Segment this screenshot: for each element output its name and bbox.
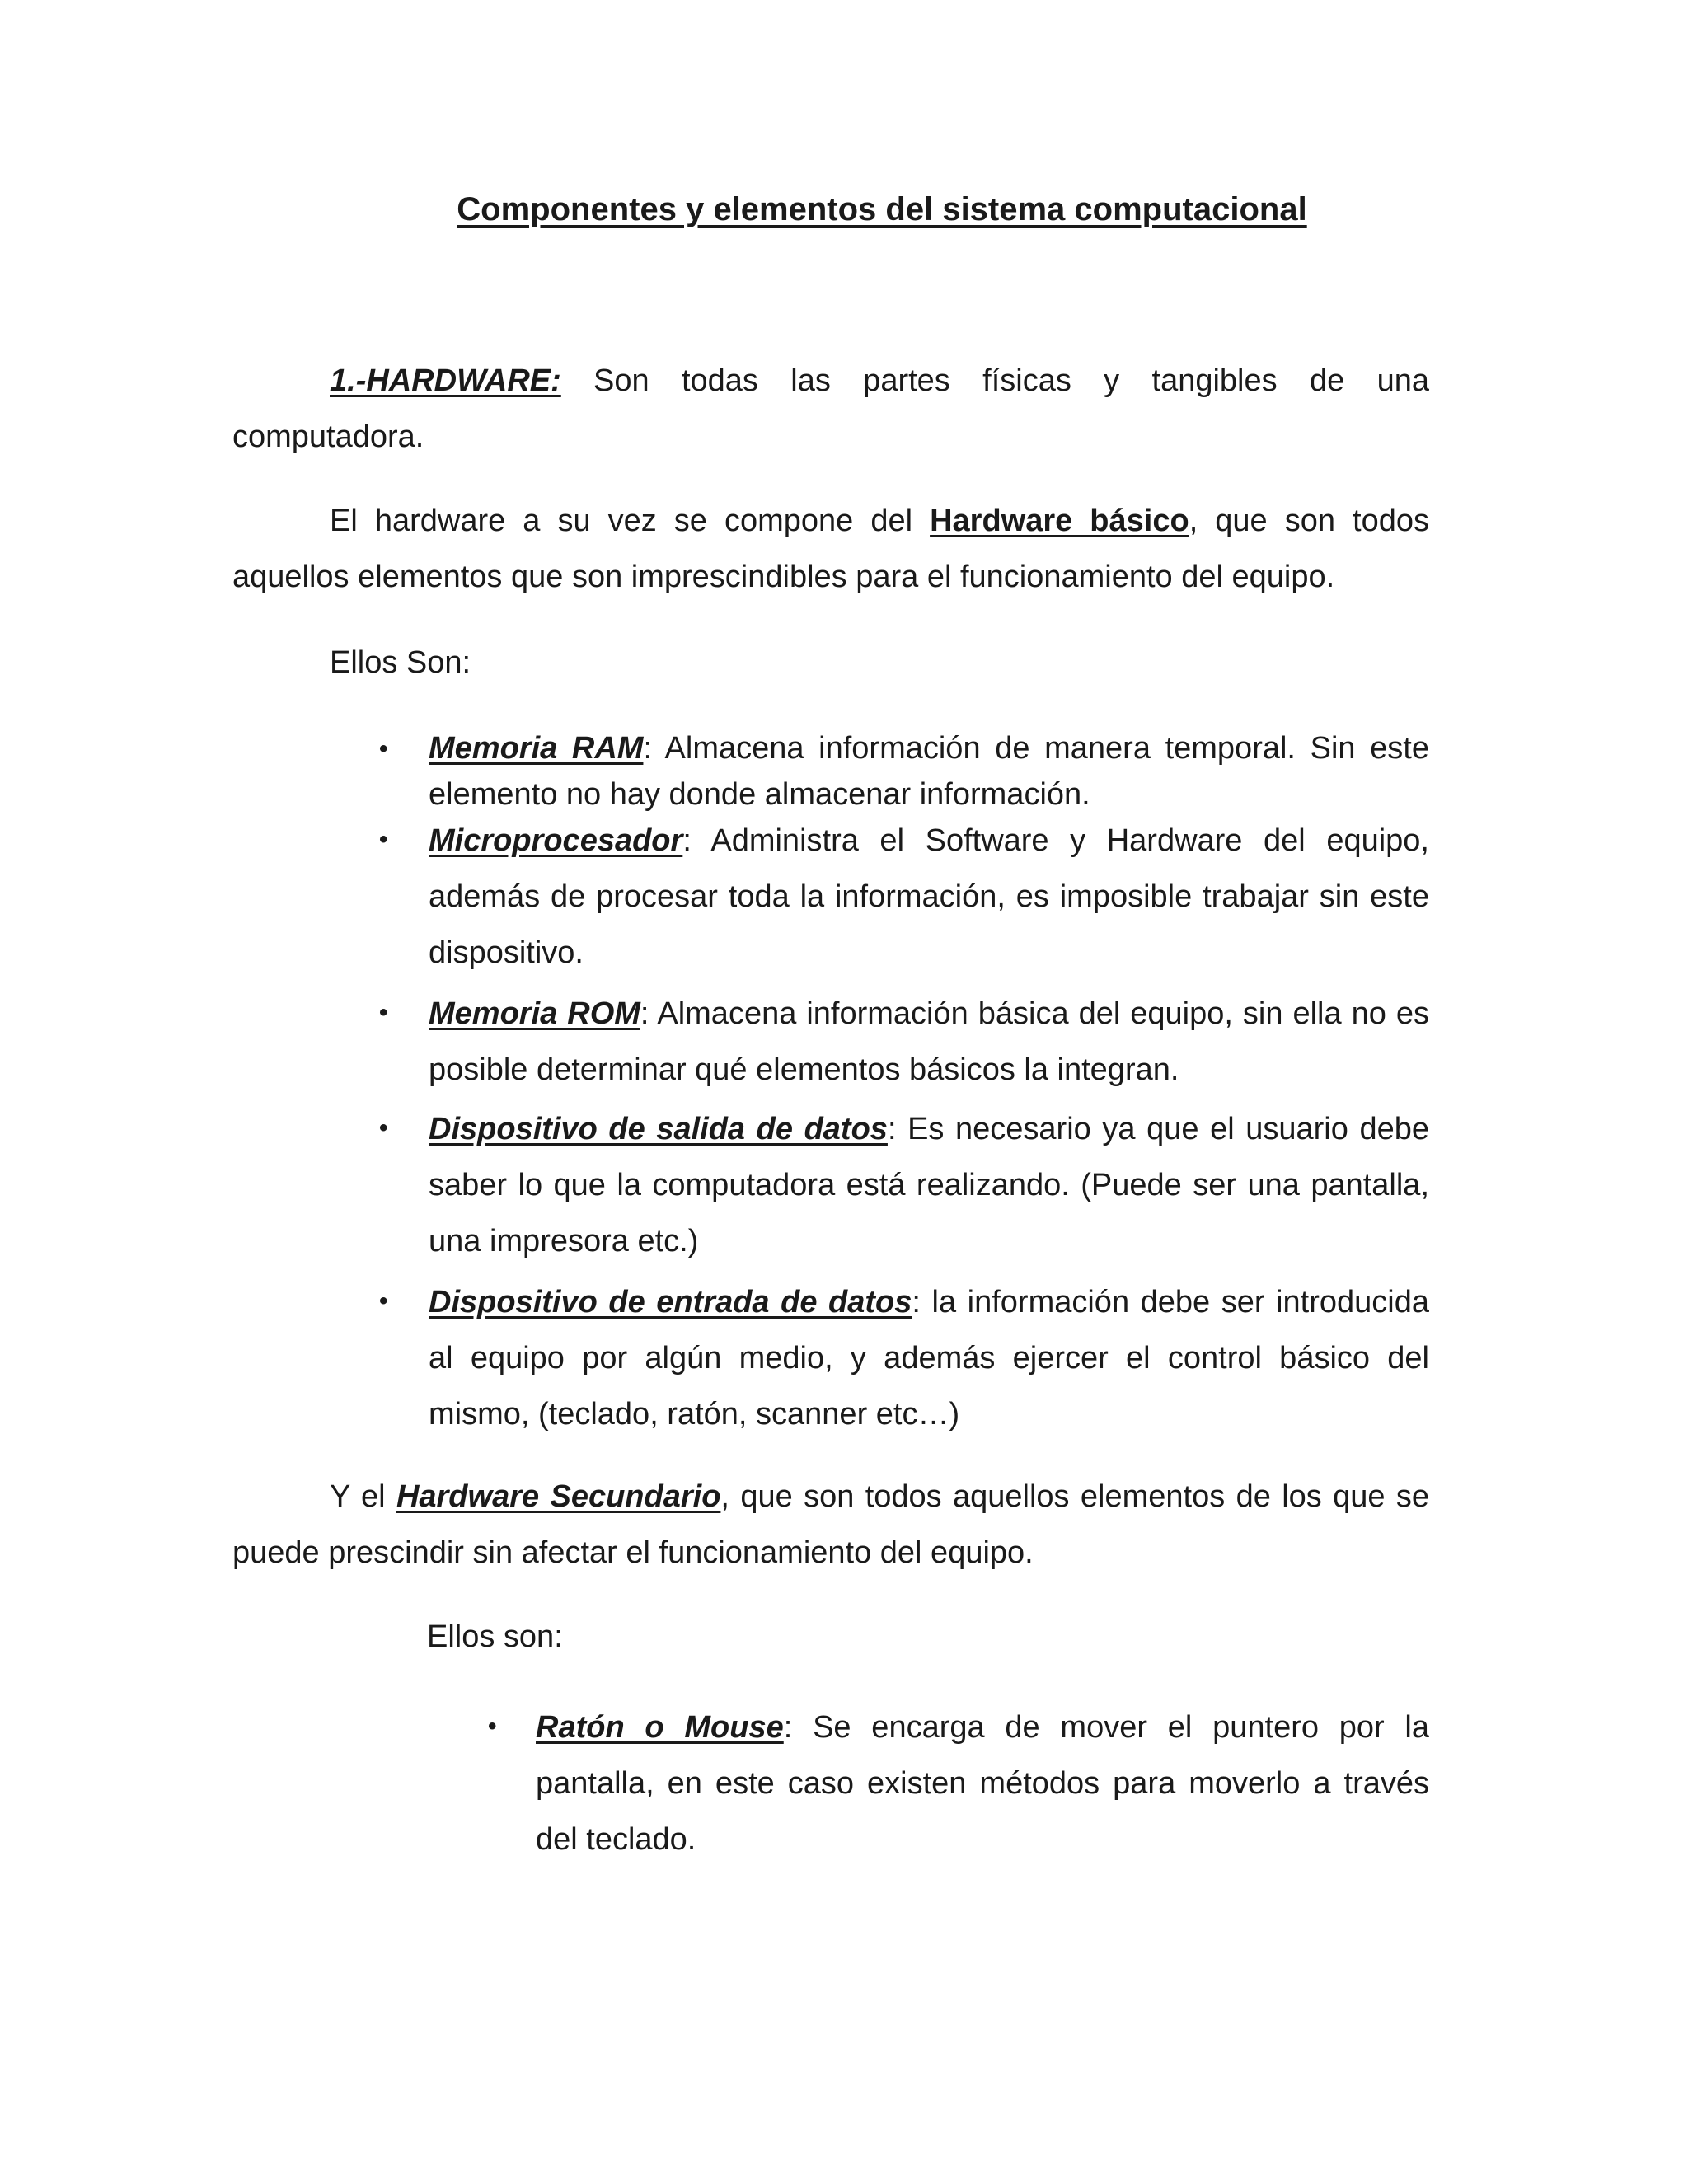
list-item-term: Microprocesador [429,823,683,858]
list-item-term: Dispositivo de salida de datos [429,1112,888,1146]
ellos-son-label-1: Ellos Son: [330,645,471,680]
list-item-text: : Almacena información de manera temporal. Sin este elemento no hay donde almacenar información. [429,731,1429,812]
secondary-hardware-paragraph [232,1469,1429,1581]
bullet-icon: • [379,1114,388,1141]
section-intro: Son todas las partes físicas y tangibles de una computadora. [232,363,1429,454]
list-item-term: Memoria RAM [429,731,644,766]
hardware-definition [232,353,1429,465]
basic-intro-suffix: , que son todos aquellos elementos que son imprescindibles para el funcionamiento del equipo. [232,504,1429,594]
list-item-term: Ratón o Mouse [536,1710,784,1745]
secondary-hardware-term: Hardware Secundario [396,1479,721,1514]
list-item-text: : Administra el Software y Hardware del equipo, además de procesar toda la información, es imposible trabajar sin este dispositivo. [429,823,1429,970]
list-item [429,1274,1429,1442]
list-item-text: : Almacena información básica del equipo, sin ella no es posible determinar qué elementos básicos la integran. [429,996,1430,1087]
list-item [429,813,1429,981]
list-item [429,725,1429,818]
list-item-text: : la información debe ser introducida al equipo por algún medio, y además ejercer el control básico del mismo, (teclado, ratón, scanner etc…) [429,1285,1429,1432]
list-item-term: Dispositivo de entrada de datos [429,1285,912,1319]
list-item [429,1101,1429,1269]
basic-hardware-paragraph [232,493,1429,605]
list-item [429,986,1429,1098]
list-item [536,1699,1429,1868]
list-item-text: : Se encarga de mover el puntero por la pantalla, en este caso existen métodos para moverlo a través del teclado. [536,1710,1430,1857]
page-title: Componentes y elementos del sistema computacional [457,191,1307,227]
ellos-son-label-2: Ellos son: [427,1619,563,1654]
bullet-icon: • [379,1287,388,1315]
bullet-icon: • [379,735,388,762]
basic-intro-prefix: El hardware a su vez se compone del [330,504,931,538]
secondary-suffix: , que son todos aquellos elementos de los que se puede prescindir sin afectar el funcionamiento del equipo. [232,1479,1429,1570]
list-item-text: : Es necesario ya que el usuario debe saber lo que la computadora está realizando. (Puede ser una pantalla, una impresora etc.) [429,1112,1429,1258]
secondary-prefix: Y el [330,1479,396,1514]
bullet-icon: • [488,1713,497,1740]
basic-hardware-term: Hardware básico [930,504,1189,538]
bullet-icon: • [379,999,388,1026]
list-item-term: Memoria ROM [429,996,640,1031]
section-label: 1.-HARDWARE: [330,363,561,398]
bullet-icon: • [379,826,388,853]
